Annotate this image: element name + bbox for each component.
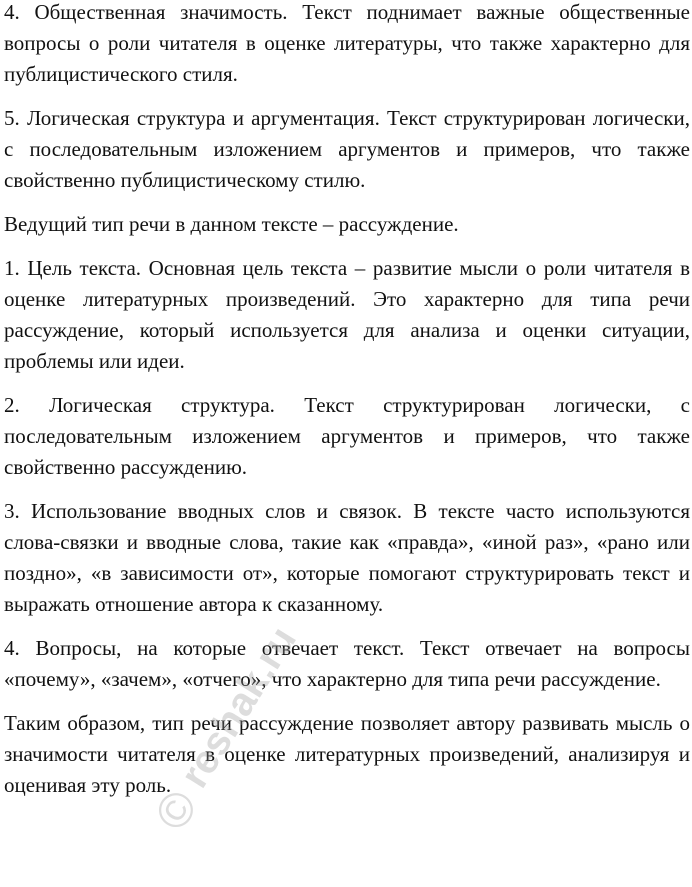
paragraph-text-purpose: 1. Цель текста. Основная цель текста – развитие мысли о роли читателя в оценке литературных произведений. Это характерно для типа речи рассуждение, который используется для анализа и оценки ситуации, проблемы или идеи. xyxy=(4,256,690,373)
paragraph-introductory-words: 3. Использование вводных слов и связок. В тексте часто используются слова-связки и вводные слова, такие как «правда», «иной раз», «рано или поздно», «в зависимости от», которые помогают структурировать текст и выражать отношение автора к сказанному. xyxy=(4,499,690,616)
watermark-copyright-symbol: © xyxy=(145,781,209,840)
paragraph-conclusion: Таким образом, тип речи рассуждение позволяет автору развивать мысль о значимости читателя в оценке литературных произведений, анализируя и оценивая эту роль. xyxy=(4,711,690,797)
document-page xyxy=(4,0,690,814)
paragraph-speech-type-statement: Ведущий тип речи в данном тексте – рассуждение. xyxy=(4,212,459,236)
watermark-text: reshak.ru xyxy=(172,619,305,796)
paragraph-logical-structure-argumentation: 5. Логическая структура и аргументация. Текст структурирован логически, с последовательным изложением аргументов и примеров, что также свойственно публицистическому стилю. xyxy=(4,106,690,192)
paragraph-public-significance: 4. Общественная значимость. Текст поднимает важные общественные вопросы о роли читателя в оценке литературы, что также характерно для публицистического стиля. xyxy=(4,0,690,86)
paragraph-logical-structure: 2. Логическая структура. Текст структурирован логически, с последовательным изложением аргументов и примеров, что также свойственно рассуждению. xyxy=(4,393,690,479)
paragraph-questions: 4. Вопросы, на которые отвечает текст. Текст отвечает на вопросы «почему», «зачем», «отчего», что характерно для типа речи рассуждение. xyxy=(4,636,690,691)
